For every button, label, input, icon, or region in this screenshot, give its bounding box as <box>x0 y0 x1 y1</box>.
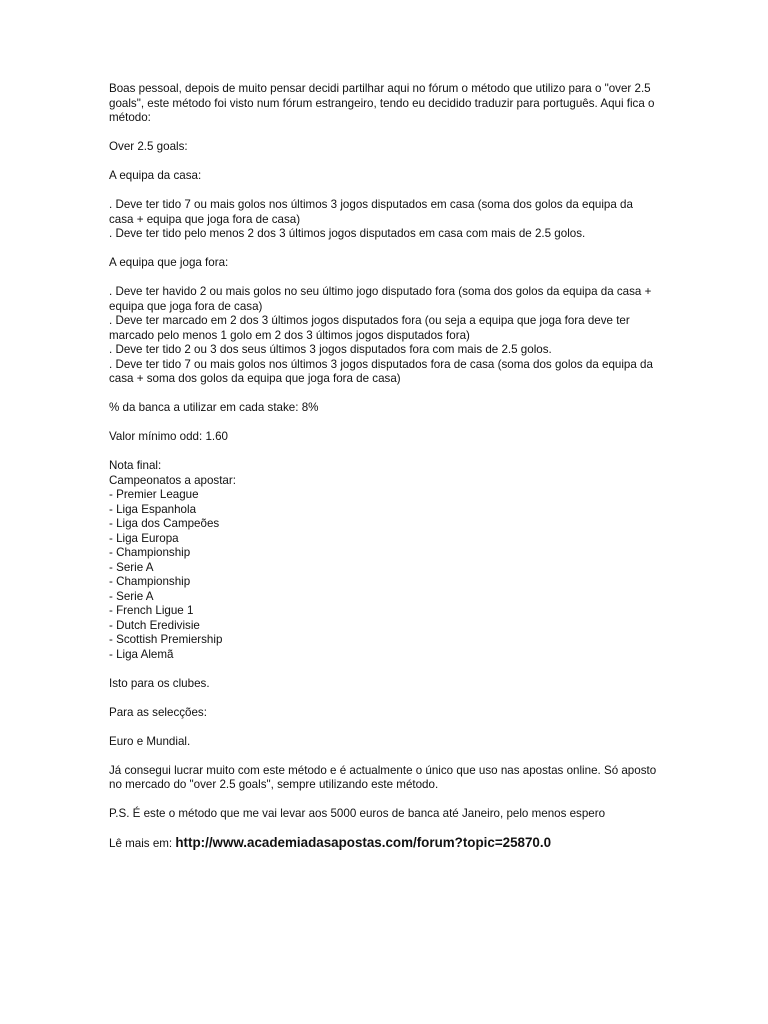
forum-topic-link[interactable]: http://www.academiadasapostas.com/forum?topic=25870.0 <box>175 835 552 850</box>
league-item: - Liga Europa <box>109 531 179 545</box>
national-teams-note: Para as selecções: <box>109 705 207 719</box>
minimum-odd: Valor mínimo odd: 1.60 <box>109 430 229 443</box>
closing-line: no mercado do "over 2.5 goals", sempre utilizando este método. <box>109 778 439 791</box>
final-note-title: Nota final: <box>109 459 162 472</box>
league-item: - Premier League <box>109 488 199 501</box>
rule-line: equipa que joga fora de casa) <box>109 299 263 313</box>
intro-line: Boas pessoal, depois de muito pensar decidi partilhar aqui no fórum o método que utilizo para o "over 2.5 <box>109 82 651 95</box>
home-team-rules <box>109 198 661 242</box>
document-body <box>109 82 661 852</box>
rule-line: marcado pelo menos 1 golo em 2 dos 3 últimos jogos disputados fora) <box>109 328 470 342</box>
tournaments-note: Euro e Mundial. <box>109 734 191 748</box>
league-item: - Scottish Premiership <box>109 633 223 646</box>
home-team-title: A equipa da casa: <box>109 169 202 182</box>
read-more <box>109 836 661 852</box>
final-note <box>109 459 661 662</box>
league-item: - French Ligue 1 <box>109 604 194 617</box>
away-team-rules <box>109 285 661 387</box>
rule-line: casa + soma dos golos da equipa que joga fora de casa) <box>109 372 401 385</box>
rule-line: . Deve ter tido 2 ou 3 dos seus últimos 3 jogos disputados fora com mais de 2.5 golos. <box>109 343 552 356</box>
rule-line: . Deve ter tido 7 ou mais golos nos últimos 3 jogos disputados fora de casa (soma dos golos da equipa da <box>109 357 653 371</box>
league-item: - Championship <box>109 546 191 559</box>
closing-paragraph <box>109 764 661 793</box>
league-item: - Serie A <box>109 560 154 574</box>
league-item: - Championship <box>109 575 191 588</box>
method-heading: Over 2.5 goals: <box>109 140 188 153</box>
rule-line: casa + equipa que joga fora de casa) <box>109 212 301 226</box>
league-item: - Liga Alemã <box>109 647 174 661</box>
rule-line: . Deve ter marcado em 2 dos 3 últimos jogos disputados fora (ou seja a equipa que joga fora deve ter <box>109 314 630 327</box>
league-item: - Serie A <box>109 589 154 603</box>
stake-percentage: % da banca a utilizar em cada stake: 8% <box>109 401 319 414</box>
closing-line: Já consegui lucrar muito com este método e é actualmente o único que uso nas apostas online. Só aposto <box>109 763 657 777</box>
rule-line: . Deve ter havido 2 ou mais golos no seu último jogo disputado fora (soma dos golos da equipa da casa + <box>109 285 652 298</box>
rule-line: . Deve ter tido pelo menos 2 dos 3 últimos jogos disputados em casa com mais de 2.5 golos. <box>109 227 586 240</box>
rule-line: . Deve ter tido 7 ou mais golos nos últimos 3 jogos disputados em casa (soma dos golos da equipa da <box>109 198 633 211</box>
league-item: - Liga Espanhola <box>109 502 197 516</box>
postscript: P.S. É este o método que me vai levar aos 5000 euros de banca até Janeiro, pelo menos espero <box>109 807 606 820</box>
league-item: - Dutch Eredivisie <box>109 618 200 632</box>
clubs-note: Isto para os clubes. <box>109 676 210 690</box>
intro-line: goals", este método foi visto num fórum estrangeiro, tendo eu decidido traduzir para português. Aqui fica o <box>109 96 655 110</box>
intro-paragraph <box>109 82 661 126</box>
intro-line: método: <box>109 111 151 124</box>
read-more-label: Lê mais em: <box>109 837 176 850</box>
leagues-subtitle: Campeonatos a apostar: <box>109 473 236 487</box>
league-item: - Liga dos Campeões <box>109 517 220 530</box>
away-team-title: A equipa que joga fora: <box>109 256 229 269</box>
